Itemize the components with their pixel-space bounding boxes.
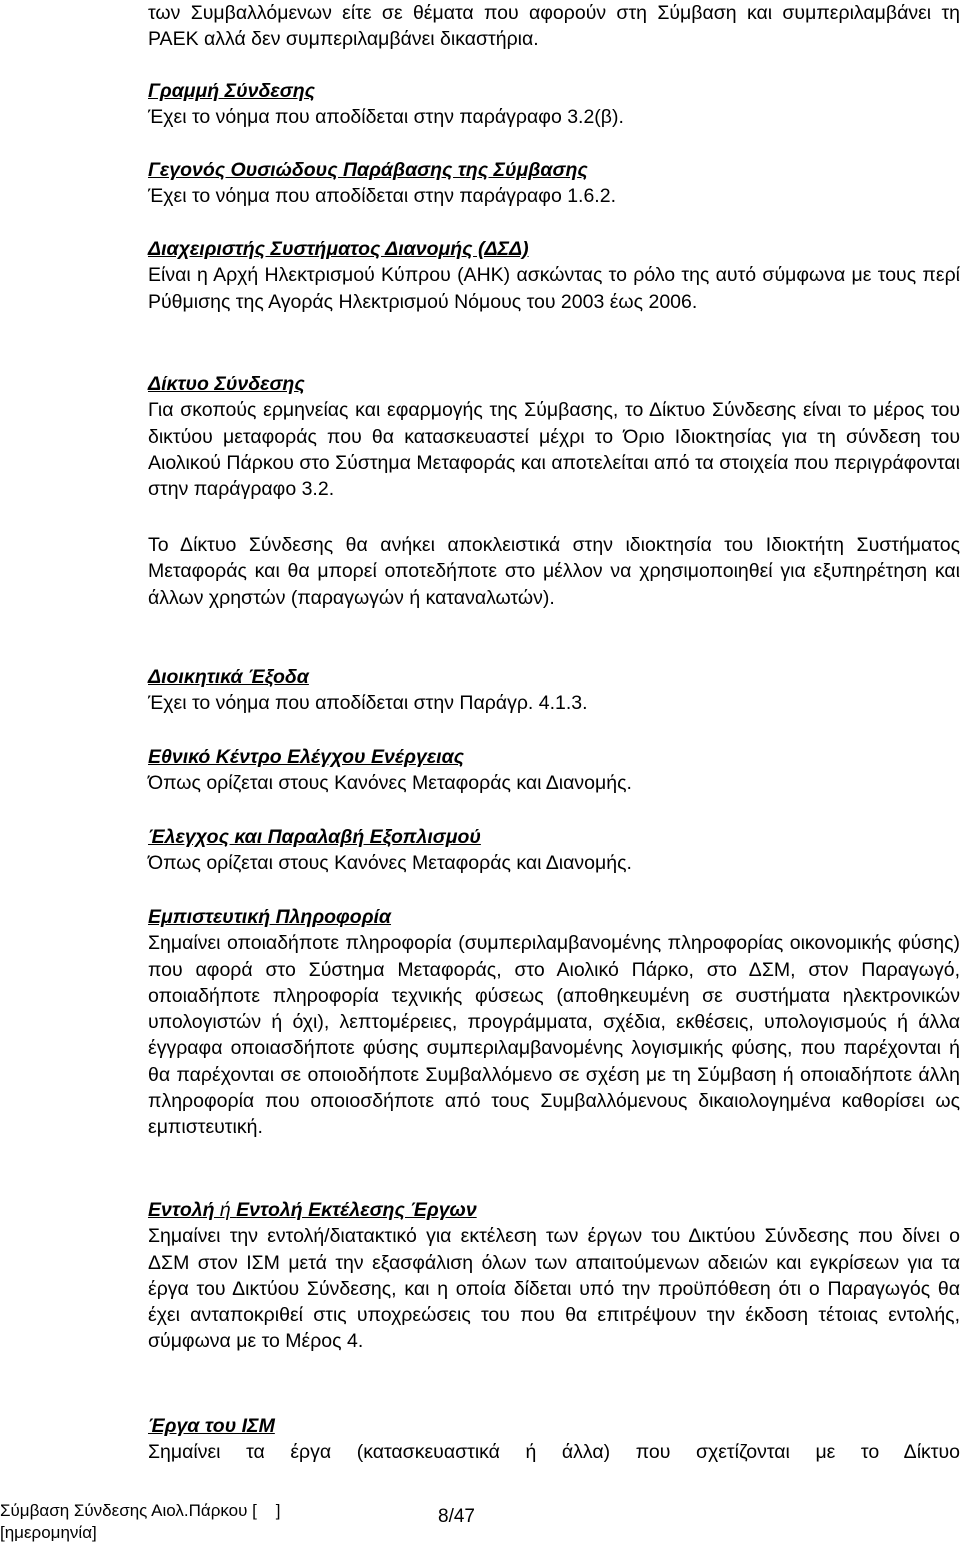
title-part-b: Εντολή Εκτέλεσης Έργων xyxy=(236,1199,477,1221)
definition-title: Γραμμή Σύνδεσης xyxy=(148,80,315,102)
definition-body: Έχει το νόημα που αποδίδεται στην παράγραφο 3.2(β). xyxy=(148,106,624,129)
definition-title: Εμπιστευτική Πληροφορία xyxy=(148,906,392,928)
footer-title: Σύμβαση Σύνδεσης Αιολ.Πάρκου [ ] xyxy=(0,1501,281,1520)
definition-title: Διοικητικά Έξοδα xyxy=(148,666,309,688)
definition-body: Για σκοπούς ερμηνείας και εφαρμογής της Σύμβασης, το Δίκτυο Σύνδεσης είναι το μέρος του δικτύου μεταφοράς που θα κατασκευαστεί μέχρι το Όριο Ιδιοκτησίας για τη σύνδεση του Αιολικού Πάρκου στο Σύστημα Μεταφοράς και αποτελείται από τα στοιχεία που περιγράφονται στην παράγραφο 3.2. xyxy=(148,399,960,501)
definition-empisteftiki-pliroforia xyxy=(148,904,960,1141)
definition-body: Σημαίνει οποιαδήποτε πληροφορία (συμπεριλαμβανομένης πληροφορίας οικονομικής φύσης) που αφορά στο Σύστημα Μεταφοράς, στο Αιολικό Πάρκο, στο ΔΣΜ, στον Παραγωγό, οποιαδήποτε πληροφορία τεχνικής φύσεως (αποθηκευμένη σε συστήματα ηλεκτρονικών υπολογιστών ή όχι), λεπτομέρειες, προγράμματα, σχέδια, εκθέσεις, υπολογισμούς ή άλλα έγγραφα οποιασδήποτε φύσης συμπεριλαμβανομένης λογισμικής φύσης, που παρέχονται ή θα παρέχονται σε οποιοδήποτε Συμβαλλόμενο σε σχέση με τη Σύμβαση ή οποιαδήποτε άλλη πληροφορία που οποιοσδήποτε από τους Συμβαλλόμενους δικαιολογημένα καθορίσει ως εμπιστευτική. xyxy=(148,932,960,1139)
page-number: 8/47 xyxy=(438,1506,475,1527)
definition-body: Σημαίνει τα έργα (κατασκευαστικά ή άλλα) που σχετίζονται με το Δίκτυο xyxy=(148,1441,960,1464)
definition-title xyxy=(148,1197,960,1223)
definition-dsd xyxy=(148,236,960,315)
definition-body: Έχει το νόημα που αποδίδεται στην παράγραφο 1.6.2. xyxy=(148,185,616,208)
definition-diktyo-syndesis xyxy=(148,371,960,502)
definition-entoli xyxy=(148,1197,960,1355)
intro-text: των Συμβαλλόμενων είτε σε θέματα που αφορούν στη Σύμβαση και συμπεριλαμβάνει τη ΡΑΕΚ αλλά δεν συμπεριλαμβάνει δικαστήρια. xyxy=(148,2,960,51)
paragraph-diktyo-idioktisia xyxy=(148,532,960,611)
definition-title: Διαχειριστής Συστήματος Διανομής (ΔΣΔ) xyxy=(148,238,529,260)
definition-body: Όπως ορίζεται στους Κανόνες Μεταφοράς και Διανομής. xyxy=(148,772,632,795)
definition-gegonos-parabasis xyxy=(148,157,960,210)
title-part-a: Εντολή xyxy=(148,1199,215,1221)
definition-body: Έχει το νόημα που αποδίδεται στην Παράγρ. 4.1.3. xyxy=(148,692,588,715)
definition-body: Σημαίνει την εντολή/διατακτικό για εκτέλεση των έργων του Δικτύου Σύνδεσης που δίνει ο ΔΣΜ στον ΙΣΜ μετά την εξασφάλιση όλων των απαιτούμενων αδειών και εγκρίσεων για τα έργα του Δικτύου Σύνδεσης, και η οποία δίδεται υπό την προϋπόθεση ότι ο Παραγωγός θα έχει ανταποκριθεί στις υποχρεώσεις του που θα επιτρέψουν την έκδοση τέτοιας εντολής, σύμφωνα με το Μέρος 4. xyxy=(148,1225,960,1353)
definition-erga-ism xyxy=(148,1413,960,1466)
footer-date: [ημερομηνία] xyxy=(0,1523,97,1542)
definition-title: Έλεγχος και Παραλαβή Εξοπλισμού xyxy=(148,826,481,848)
definition-title: Δίκτυο Σύνδεσης xyxy=(148,373,305,395)
definition-body: Είναι η Αρχή Ηλεκτρισμού Κύπρου (ΑΗΚ) ασκώντας το ρόλο της αυτό σύμφωνα με τους περί Ρύθμισης της Αγοράς Ηλεκτρισμού Νόμους του 2003 έως 2006. xyxy=(148,264,960,313)
definition-elegxos-paralavi xyxy=(148,824,960,877)
definition-dioikitika-exoda xyxy=(148,664,960,717)
intro-paragraph xyxy=(148,0,960,53)
definition-grammi-syndesis xyxy=(148,78,960,131)
definition-title: Γεγονός Ουσιώδους Παράβασης της Σύμβασης xyxy=(148,159,588,181)
definition-ethniko-kentro xyxy=(148,744,960,797)
definition-title: Εθνικό Κέντρο Ελέγχου Ενέργειας xyxy=(148,746,465,768)
paragraph-text: Το Δίκτυο Σύνδεσης θα ανήκει αποκλειστικά στην ιδιοκτησία του Ιδιοκτήτη Συστήματος Μεταφοράς και θα μπορεί οποτεδήποτε στο μέλλον να χρησιμοποιηθεί για εξυπηρέτηση και άλλων χρηστών (παραγωγών ή καταναλωτών). xyxy=(148,534,960,609)
footer-doc-info xyxy=(0,1500,281,1544)
title-or: ή xyxy=(214,1199,237,1221)
definition-title: Έργα του ΙΣΜ xyxy=(148,1415,275,1437)
definition-body: Όπως ορίζεται στους Κανόνες Μεταφοράς και Διανομής. xyxy=(148,852,632,875)
